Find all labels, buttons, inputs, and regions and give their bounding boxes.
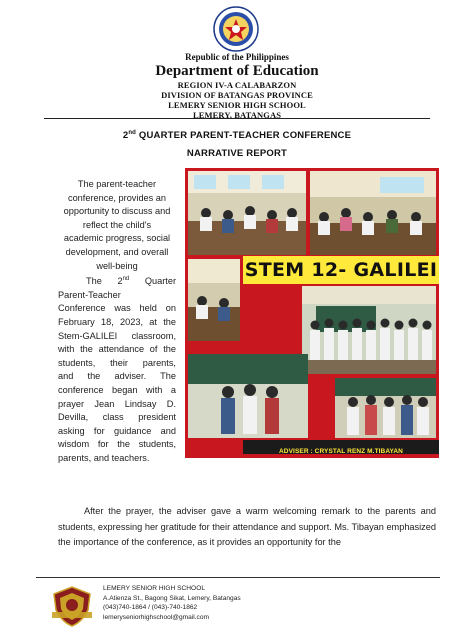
narrative-line: opportunity to discuss and [63,206,171,217]
narrative-line [58,273,176,289]
title-ordinal-suffix: nd [128,130,137,136]
footer-phone: (043)740-1864 / (043)-740-1862 [103,604,198,611]
narrative-line: academic progress, social [63,233,171,244]
title-ordinal: 2 [122,130,129,142]
class-banner-text: STEM 12- GALILEI [244,259,438,281]
narrative-line: development, and overall [65,246,169,257]
footer-email[interactable]: lemeryseniorhighschool@gmail.com [103,613,210,621]
letterhead-division: DIVISION OF BATANGAS PROVINCE [161,90,313,100]
report-subtitle: NARRATIVE REPORT [186,148,288,159]
classroom-photo [188,171,306,255]
class-banner [243,256,439,284]
narrative-line: Conference was held on [58,303,176,314]
narrative-line: parents, and teachers. [58,452,150,463]
narrative-line: prayer Jean Lindsay D. [58,398,176,409]
letterhead-divider [44,118,430,119]
letterhead-department: Department of Education [155,63,319,79]
report-title [0,130,474,141]
group-photo [302,286,436,374]
footer-divider [36,577,440,578]
narrative-line: Stem-GALILEI classroom, [58,330,176,341]
narrative-line: Devilla, class president [58,412,176,423]
parents-photo [188,354,308,438]
deped-seal-icon [213,6,259,52]
letterhead-school: LEMERY SENIOR HIGH SCHOOL [168,100,306,110]
narrative-line: Parent-Teacher [58,289,121,300]
narrative-line: and the adviser. The [58,371,176,382]
narrative-line: well-being [96,260,138,271]
parents-photo [335,378,436,438]
letterhead [0,52,474,120]
narrative-line: The parent-teacher [77,179,157,189]
letterhead-location: LEMERY, BATANGAS [192,110,282,120]
narrative-paragraph-1 [58,178,176,273]
narrative-line: conference, provides an [67,192,167,203]
narrative-paragraph-3-text: After the prayer, the adviser gave a warm welcoming remark to the parents and students, expressing her gratitude for their attendance and support. Ms. Tibayan emphasized the importance of the conference, as it provides an opportunity for the [58,506,436,548]
classroom-photo [188,259,240,341]
letterhead-republic: Republic of the Philippines [185,52,289,62]
narrative-line: February 18, 2023, at the [58,317,176,327]
narrative-line: conference began with a [58,384,176,395]
title-rest: QUARTER PARENT-TEACHER CONFERENCE [136,130,352,142]
narrative-column [58,178,176,466]
footer-school: LEMERY SENIOR HIGH SCHOOL [103,585,205,592]
classroom-photo [310,171,436,255]
letterhead-region: REGION IV-A CALABARZON [177,80,297,90]
p2-ordinal-suffix: nd [122,276,130,283]
narrative-line: reflect the child's [82,219,152,230]
school-crest-icon [52,584,92,628]
footer-contact [103,584,241,622]
footer-address: A.Atienza St., Bagong Sikat, Lemery, Batangas [103,594,241,602]
narrative-line: with the attendance of the [58,344,176,355]
p2-start: The 2 [86,276,123,287]
narrative-paragraph-3 [58,504,436,551]
narrative-line: students, their parents, [58,357,176,368]
adviser-caption-text: ADVISER : CRYSTAL RENZ M.TIBAYAN [279,448,403,455]
p2-start-rest: Quarter [129,276,177,287]
photo-collage [185,168,439,458]
narrative-line: wisdom for the students, [58,439,176,450]
adviser-caption [243,440,439,454]
narrative-line: asking for guidance and [58,425,176,436]
